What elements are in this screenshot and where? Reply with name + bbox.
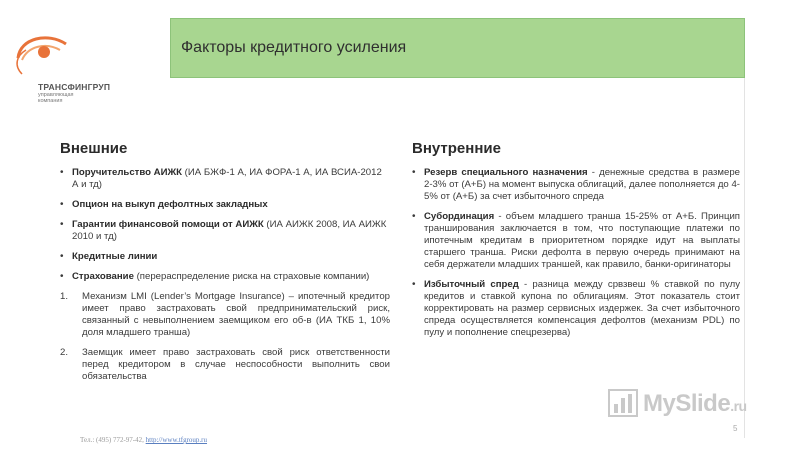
item-text: (ИА АИЖК 2008, ИА АИЖК 2010 и тд) [72,219,387,242]
internal-bullet-list [412,167,740,339]
item-text: (ИА БЖФ-1 А, ИА ФОРА-1 А, ИА ВСИА-2012 А и тд) [72,167,382,190]
external-column [60,140,390,391]
footer-link[interactable]: http://www.tfgroup.ru [145,436,208,444]
external-numbered-list [60,291,390,383]
title-bar [170,18,745,78]
page-number: 5 [733,424,738,433]
list-item [60,167,390,191]
footer-phone: Тел.: (495) 772-97-42, [80,436,146,444]
list-item [60,219,390,243]
item-term: Избыточный спред [424,279,519,290]
list-item [412,167,740,203]
footer [80,436,207,444]
item-term: Опцион на выкуп дефолтных закладных [72,199,268,210]
slide-title: Факторы кредитного усиления [181,39,407,56]
watermark [607,388,767,420]
watermark-domain: ru [733,398,747,414]
internal-heading: Внутренние [412,140,501,157]
logo-subtitle: управляющая компания [38,92,74,104]
internal-column [412,140,740,347]
logo-name: ТРАНСФИНГРУП [38,82,111,92]
item-text: - разница между срвзвеш % ставкой по пулу кредитов и ставкой купона по облигациям. Этот показатель стоит корректировать на размер сервисных издержек. За счет избыточного спреда осуществляется компенсация дефолтов (механизм PDL) по пулу и пополнение спецрезерва) [424,279,740,338]
item-term: Резерв специального назначения [424,167,588,178]
item-text: - объем младшего транша 15-25% от А+Б. Принцип транширования заключается в том, что поступающие платежи по ипотечным кредитам в приоритетном порядке идут на выплаты старшего транша. Риски дефолта в первую очередь принимают на себя держатели младших траншей, как правило, банки-оригинаторы [424,211,740,270]
right-divider [744,78,745,438]
list-item [60,347,390,383]
list-item [60,291,390,339]
item-term: Кредитные линии [72,251,158,262]
list-item [60,199,390,211]
item-text: Заемщик имеет право застраховать свой риск ответственности перед кредитором в случае неспособности выполнить свои обязательства [82,347,390,382]
external-bullet-list [60,167,390,283]
logo-swirl-icon [8,30,118,90]
company-logo [8,30,118,104]
item-text: Механизм LMI (Lender’s Mortgage Insurance) – ипотечный кредитор имеет право застраховать свой предпринимательский риск, связанный с невыполнением заемщиком его об-в (ИА ТКБ 1, 10% доля младшего транша) [82,291,390,338]
item-text: (перераспределение риска на страховые компании) [133,271,370,282]
item-term: Поручительство АИЖК [72,167,183,178]
bar-chart-icon [607,388,641,418]
item-text: - денежные средства в размере 2-3% от (А+Б) на момент выпуска облигаций, далее пополняется до 4-5% от (А+Б) за счет избыточного спреда [424,167,740,202]
item-number: 1. [60,291,69,302]
list-item [60,251,390,263]
list-item [412,211,740,271]
list-item [412,279,740,339]
item-term: Гарантии финансовой помощи от АИЖК [72,219,264,230]
list-item [60,271,390,283]
item-number: 2. [60,347,69,358]
watermark-brand: MySlide [643,390,731,417]
external-heading: Внешние [60,140,128,157]
item-term: Страхование [72,271,134,282]
watermark-text: MySlide.ru [643,390,747,417]
item-term: Субординация [424,211,495,222]
